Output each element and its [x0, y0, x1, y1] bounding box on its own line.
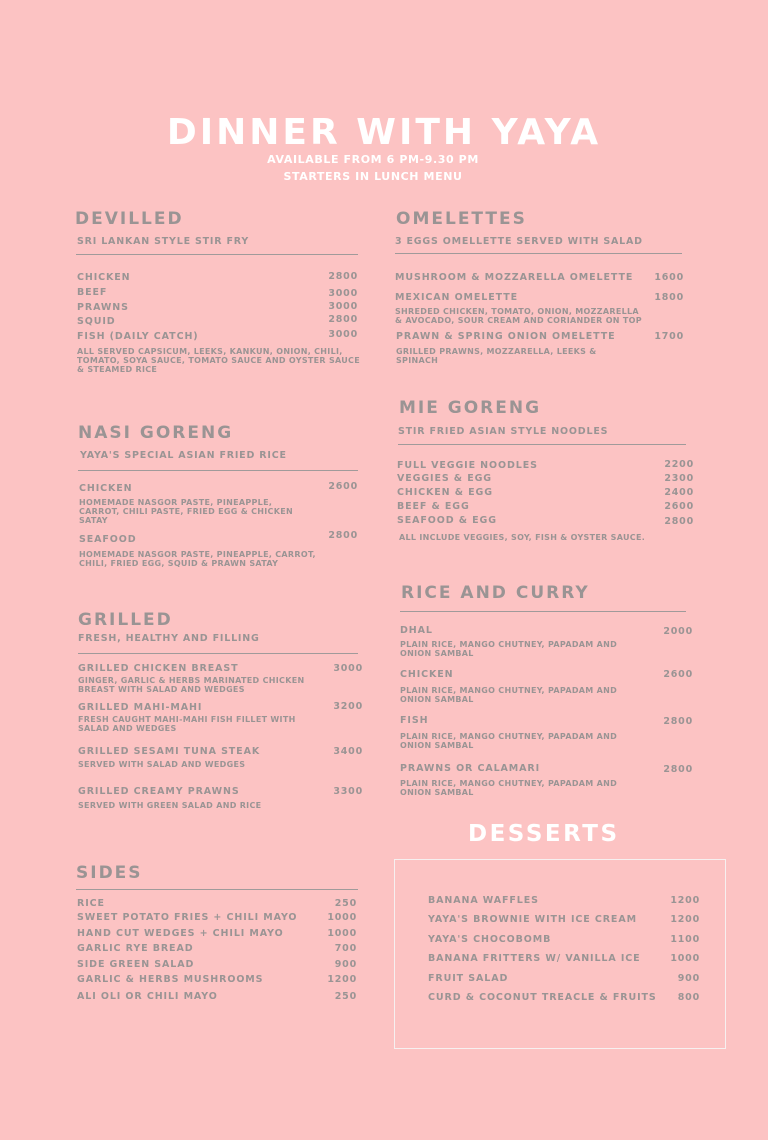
menu-item-name: GRILLED CREAMY PRAWNS	[78, 786, 240, 797]
menu-item-name: SIDE GREEN SALAD	[77, 959, 195, 970]
menu-item-name: CHICKEN	[400, 669, 454, 680]
section-title: DEVILLED	[75, 209, 184, 229]
menu-item-name: FRUIT SALAD	[428, 973, 509, 984]
menu-item-name: GRILLED CHICKEN BREAST	[78, 663, 239, 674]
divider	[78, 470, 358, 471]
section-title: OMELETTES	[396, 209, 527, 229]
availability-text: AVAILABLE FROM 6 PM-9.30 PM	[267, 153, 479, 166]
menu-item-price: 700	[334, 943, 357, 954]
section-title: DESSERTS	[468, 821, 620, 847]
menu-item-price: 2600	[664, 501, 694, 512]
menu-item-name: SQUID	[77, 316, 116, 327]
menu-item-name: GRILLED SESAMI TUNA STEAK	[78, 746, 261, 757]
menu-item-price: 3300	[333, 786, 363, 797]
menu-item-description: PLAIN RICE, MANGO CHUTNEY, PAPADAM AND	[400, 732, 618, 741]
menu-item-description: ONION SAMBAL	[400, 649, 474, 658]
menu-item-description: HOMEMADE NASGOR PASTE, PINEAPPLE,	[79, 498, 273, 507]
divider	[398, 444, 686, 445]
divider	[76, 254, 358, 255]
menu-item-price: 2800	[328, 530, 358, 541]
menu-item-description: BREAST WITH SALAD AND WEDGES	[78, 685, 245, 694]
menu-item-price: 2800	[663, 764, 693, 775]
menu-item-description: SERVED WITH SALAD AND WEDGES	[78, 760, 246, 769]
divider	[78, 653, 358, 654]
menu-item-price: 1100	[670, 934, 700, 945]
menu-item-name: GARLIC RYE BREAD	[77, 943, 194, 954]
menu-item-price: 3000	[328, 288, 358, 299]
menu-item-price: 900	[334, 959, 357, 970]
menu-item-name: SEAFOOD	[79, 534, 137, 545]
section-note: & STEAMED RICE	[77, 365, 158, 374]
menu-item-price: 2300	[664, 473, 694, 484]
menu-item-price: 2800	[328, 271, 358, 282]
menu-item-name: BEEF	[77, 287, 108, 298]
menu-item-description: SPINACH	[396, 356, 439, 365]
menu-item-price: 2600	[328, 481, 358, 492]
menu-item-description: ONION SAMBAL	[400, 788, 474, 797]
menu-item-name: MEXICAN OMELETTE	[395, 292, 519, 303]
menu-item-description: & AVOCADO, SOUR CREAM AND CORIANDER ON TOP	[395, 316, 642, 325]
section-title: SIDES	[76, 863, 143, 883]
menu-item-name: YAYA'S CHOCOBOMB	[428, 934, 552, 945]
menu-item-description: GRILLED PRAWNS, MOZZARELLA, LEEKS &	[396, 347, 597, 356]
section-title: NASI GORENG	[78, 423, 234, 443]
menu-item-name: CHICKEN	[79, 483, 133, 494]
menu-item-name: BANANA WAFFLES	[428, 895, 539, 906]
menu-item-price: 2000	[663, 626, 693, 637]
menu-title: DINNER WITH YAYA	[166, 112, 602, 153]
menu-item-name: MUSHROOM & MOZZARELLA OMELETTE	[395, 272, 634, 283]
menu-item-price: 1800	[654, 292, 684, 303]
menu-item-name: CHICKEN	[77, 272, 131, 283]
menu-item-name: FISH (DAILY CATCH)	[77, 331, 199, 342]
menu-item-description: HOMEMADE NASGOR PASTE, PINEAPPLE, CARROT,	[79, 550, 316, 559]
menu-item-price: 1000	[670, 953, 700, 964]
menu-item-price: 3000	[333, 663, 363, 674]
menu-item-description: SHREDED CHICKEN, TOMATO, ONION, MOZZARELLA	[395, 307, 639, 316]
menu-item-description: CARROT, CHILI PASTE, FRIED EGG & CHICKEN	[79, 507, 293, 516]
menu-item-name: DHAL	[400, 625, 433, 636]
menu-item-name: VEGGIES & EGG	[397, 473, 492, 484]
section-note: ALL SERVED CAPSICUM, LEEKS, KANKUN, ONION, CHILI,	[77, 347, 343, 356]
section-note: TOMATO, SOYA SAUCE, TOMATO SAUCE AND OYSTER SAUCE	[77, 356, 360, 365]
section-tagline: STIR FRIED ASIAN STYLE NOODLES	[398, 426, 609, 437]
menu-item-name: HAND CUT WEDGES + CHILI MAYO	[77, 928, 284, 939]
menu-item-price: 2400	[664, 487, 694, 498]
menu-item-name: YAYA'S BROWNIE WITH ICE CREAM	[428, 914, 637, 925]
menu-item-price: 800	[677, 992, 700, 1003]
menu-item-name: CURD & COCONUT TREACLE & FRUITS	[428, 992, 657, 1003]
menu-item-name: PRAWNS	[77, 302, 129, 313]
menu-item-description: SATAY	[79, 516, 108, 525]
menu-item-name: BANANA FRITTERS W/ VANILLA ICE	[428, 953, 641, 964]
menu-item-price: 1200	[670, 895, 700, 906]
section-tagline: 3 EGGS OMELLETTE SERVED WITH SALAD	[395, 236, 643, 247]
menu-item-name: ALI OLI OR CHILI MAYO	[77, 991, 218, 1002]
menu-item-name: SWEET POTATO FRIES + CHILI MAYO	[77, 912, 298, 923]
menu-item-name: CHICKEN & EGG	[397, 487, 493, 498]
menu-item-name: PRAWN & SPRING ONION OMELETTE	[396, 331, 616, 342]
menu-item-description: ONION SAMBAL	[400, 741, 474, 750]
menu-item-price: 1000	[327, 912, 357, 923]
divider	[400, 611, 686, 612]
divider	[76, 889, 358, 890]
menu-item-description: PLAIN RICE, MANGO CHUTNEY, PAPADAM AND	[400, 640, 618, 649]
menu-item-price: 3200	[333, 701, 363, 712]
menu-item-price: 1600	[654, 272, 684, 283]
menu-item-name: RICE	[77, 898, 105, 909]
menu-item-price: 900	[677, 973, 700, 984]
menu-item-price: 2200	[664, 459, 694, 470]
menu-item-name: FISH	[400, 715, 429, 726]
menu-item-description: CHILI, FRIED EGG, SQUID & PRAWN SATAY	[79, 559, 279, 568]
menu-item-price: 250	[334, 898, 357, 909]
section-title: GRILLED	[78, 610, 173, 630]
menu-item-description: PLAIN RICE, MANGO CHUTNEY, PAPADAM AND	[400, 779, 618, 788]
section-tagline: YAYA'S SPECIAL ASIAN FRIED RICE	[80, 450, 287, 461]
divider	[395, 253, 682, 254]
menu-item-description: SERVED WITH GREEN SALAD AND RICE	[78, 801, 262, 810]
menu-item-price: 250	[334, 991, 357, 1002]
menu-item-price: 3400	[333, 746, 363, 757]
section-title: MIE GORENG	[399, 398, 542, 418]
menu-item-price: 1200	[670, 914, 700, 925]
menu-item-description: FRESH CAUGHT MAHI-MAHI FISH FILLET WITH	[78, 715, 296, 724]
menu-item-price: 1200	[327, 974, 357, 985]
starters-note: STARTERS IN LUNCH MENU	[283, 170, 463, 183]
menu-item-description: ONION SAMBAL	[400, 695, 474, 704]
menu-item-price: 3000	[328, 329, 358, 340]
menu-item-description: PLAIN RICE, MANGO CHUTNEY, PAPADAM AND	[400, 686, 618, 695]
section-tagline: FRESH, HEALTHY AND FILLING	[78, 633, 260, 644]
menu-item-description: SALAD AND WEDGES	[78, 724, 177, 733]
menu-item-price: 3000	[328, 301, 358, 312]
section-note: ALL INCLUDE VEGGIES, SOY, FISH & OYSTER SAUCE.	[399, 533, 646, 542]
menu-item-name: SEAFOOD & EGG	[397, 515, 497, 526]
section-tagline: SRI LANKAN STYLE STIR FRY	[77, 236, 250, 247]
menu-item-name: FULL VEGGIE NOODLES	[397, 460, 538, 471]
menu-item-price: 1700	[654, 331, 684, 342]
menu-item-name: GRILLED MAHI-MAHI	[78, 702, 203, 713]
menu-item-name: GARLIC & HERBS MUSHROOMS	[77, 974, 264, 985]
menu-item-price: 2600	[663, 669, 693, 680]
section-title: RICE AND CURRY	[401, 583, 590, 603]
menu-item-name: PRAWNS OR CALAMARI	[400, 763, 541, 774]
menu-item-price: 2800	[664, 516, 694, 527]
menu-item-price: 1000	[327, 928, 357, 939]
menu-item-name: BEEF & EGG	[397, 501, 470, 512]
menu-item-price: 2800	[663, 716, 693, 727]
menu-item-price: 2800	[328, 314, 358, 325]
menu-item-description: GINGER, GARLIC & HERBS MARINATED CHICKEN	[78, 676, 305, 685]
